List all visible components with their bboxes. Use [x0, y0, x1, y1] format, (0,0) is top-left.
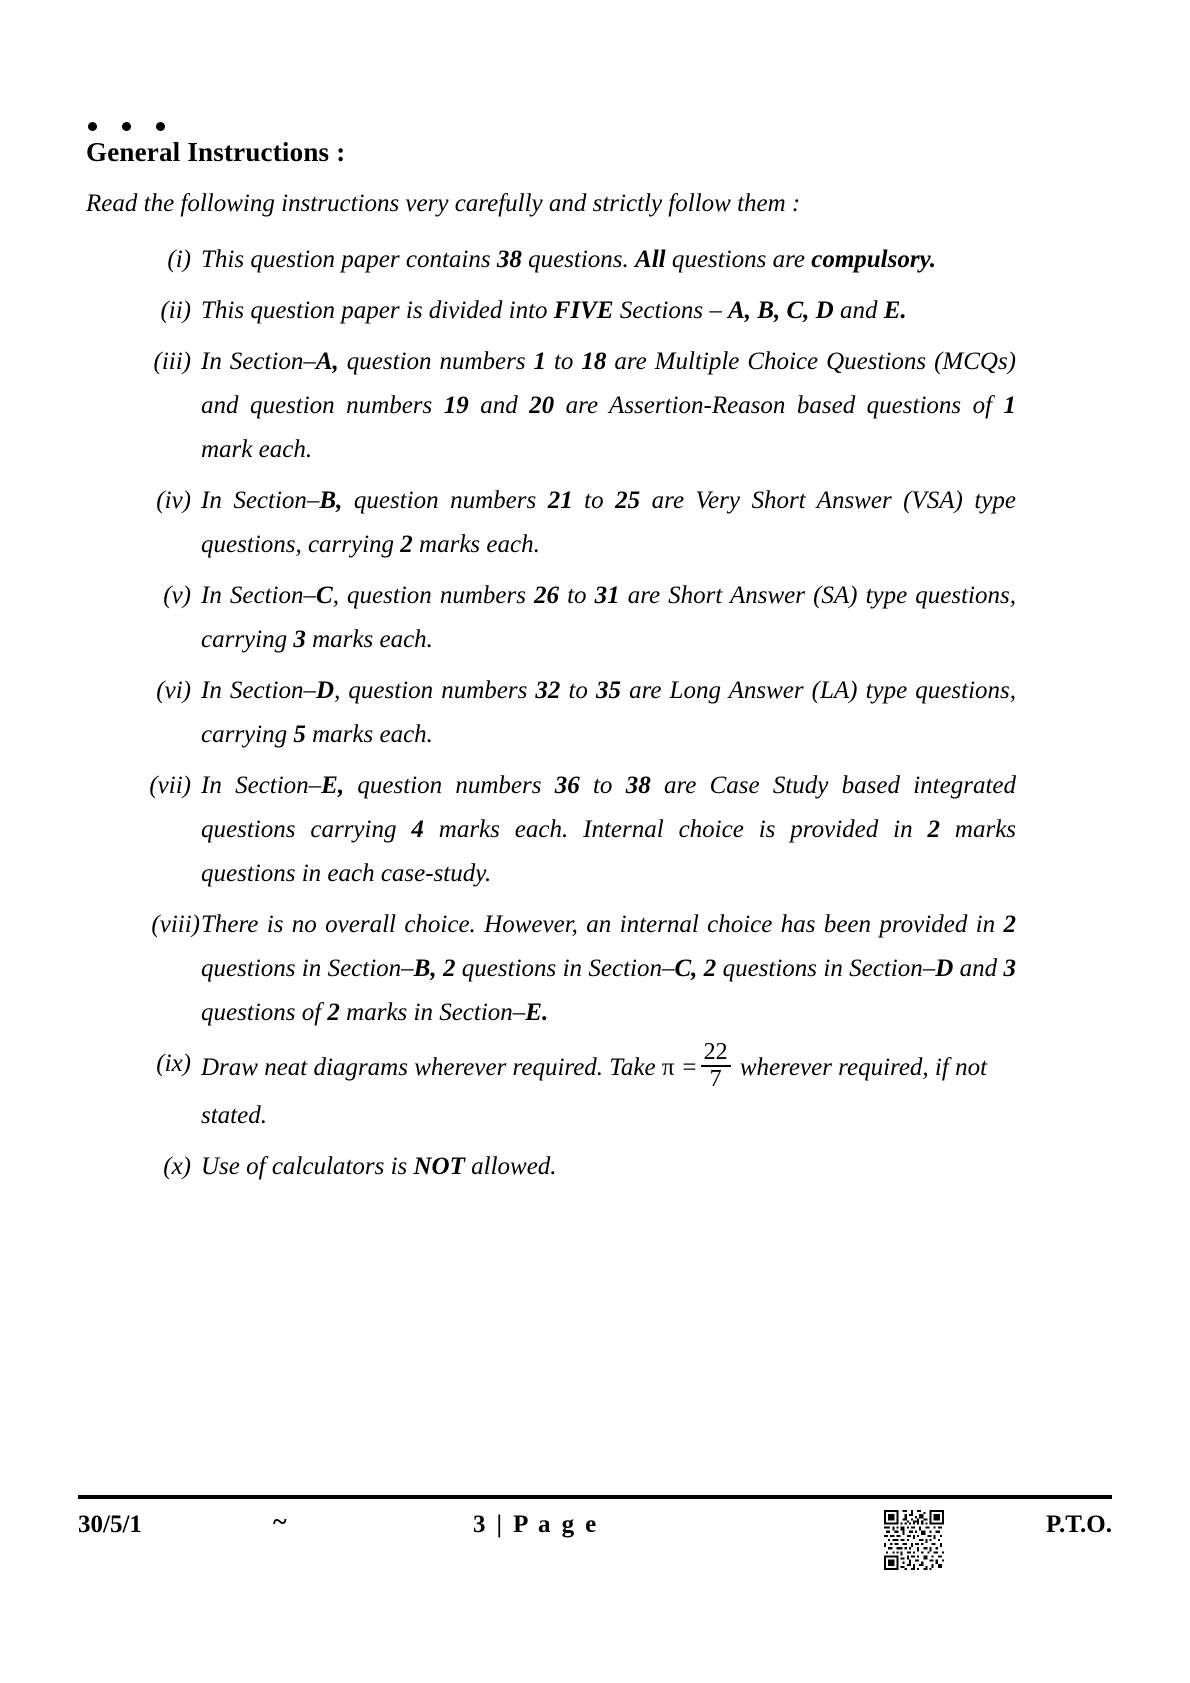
pto-label: P.T.O. [1046, 1511, 1112, 1538]
instruction-marker: (v) [163, 582, 191, 609]
page-number: 3 | P a g e [473, 1511, 599, 1538]
instruction-text: In Section–A, question numbers 1 to 18 are Multiple Choice Questions (MCQs) and question numbers 19 and 20 are Assertion-Reason based questions of 1 mark each. [201, 348, 1017, 463]
tilde-mark: ~ [273, 1507, 287, 1536]
instruction-item [86, 1145, 1016, 1189]
instruction-item [86, 903, 1016, 1035]
instruction-marker: (viii) [151, 911, 200, 938]
instruction-marker: (vi) [156, 677, 191, 704]
instruction-item [86, 1039, 1016, 1138]
paper-code: 30/5/1 [78, 1511, 142, 1538]
bullet-decoration [88, 118, 208, 138]
instruction-marker: (ii) [160, 297, 191, 324]
page-footer [78, 1505, 1112, 1585]
instruction-text: In Section–B, question numbers 21 to 25 are Very Short Answer (VSA) type questions, carrying 2 marks each. [201, 487, 1017, 558]
fraction-numerator: 22 [703, 1039, 728, 1065]
instruction-item [86, 340, 1016, 472]
lead-paragraph: Read the following instructions very carefully and strictly follow them : [86, 190, 801, 217]
instruction-item [86, 289, 1016, 333]
instruction-text: Use of calculators is NOT allowed. [201, 1153, 557, 1181]
instruction-item [86, 669, 1016, 757]
fraction-denominator: 7 [701, 1065, 731, 1092]
instruction-item [86, 238, 1016, 282]
pi-fraction [701, 1040, 731, 1092]
instruction-marker: (ix) [156, 1050, 191, 1077]
instruction-text: In Section–E, question numbers 36 to 38 are Case Study based integrated questions carrying 4 marks each. Internal choice is provided in 2 marks questions in each case-study. [201, 772, 1017, 887]
instruction-text: This question paper is divided into FIVE Sections – A, B, C, D and E. [201, 297, 907, 324]
page-title: General Instructions : [86, 137, 346, 167]
general-instructions-list [86, 238, 1016, 1196]
instruction-marker: (iv) [156, 487, 191, 514]
instruction-text: In Section–D, question numbers 32 to 35 are Long Answer (LA) type questions, carrying 5 marks each. [201, 677, 1016, 748]
footer-divider [78, 1495, 1112, 1499]
instruction-marker: (vii) [149, 772, 191, 799]
instruction-text: Draw neat diagrams wherever required. Take π = $\frac{22}{7}$ wherever required, if not stated. [201, 1039, 988, 1130]
instruction-marker: (x) [163, 1153, 191, 1181]
instruction-marker: (iii) [153, 348, 191, 375]
instruction-item [86, 574, 1016, 662]
instruction-text: There is no overall choice. However, an internal choice has been provided in 2 questions in Section–B, 2 questions in Section–C, 2 questions in Section–D and 3 questions of 2 marks in Section–E. [201, 911, 1017, 1026]
instruction-text: In Section–C, question numbers 26 to 31 are Short Answer (SA) type questions, carrying 3 marks each. [201, 582, 1016, 653]
bullet-dot-1 [88, 122, 97, 131]
instruction-marker: (i) [167, 246, 191, 273]
instruction-item [86, 479, 1016, 567]
instruction-item [86, 764, 1016, 896]
qr-code-icon [884, 1510, 944, 1570]
bullet-dot-2 [122, 122, 131, 131]
bullet-dot-3 [156, 122, 165, 131]
instruction-text: This question paper contains 38 questions. All questions are compulsory. [201, 246, 936, 273]
